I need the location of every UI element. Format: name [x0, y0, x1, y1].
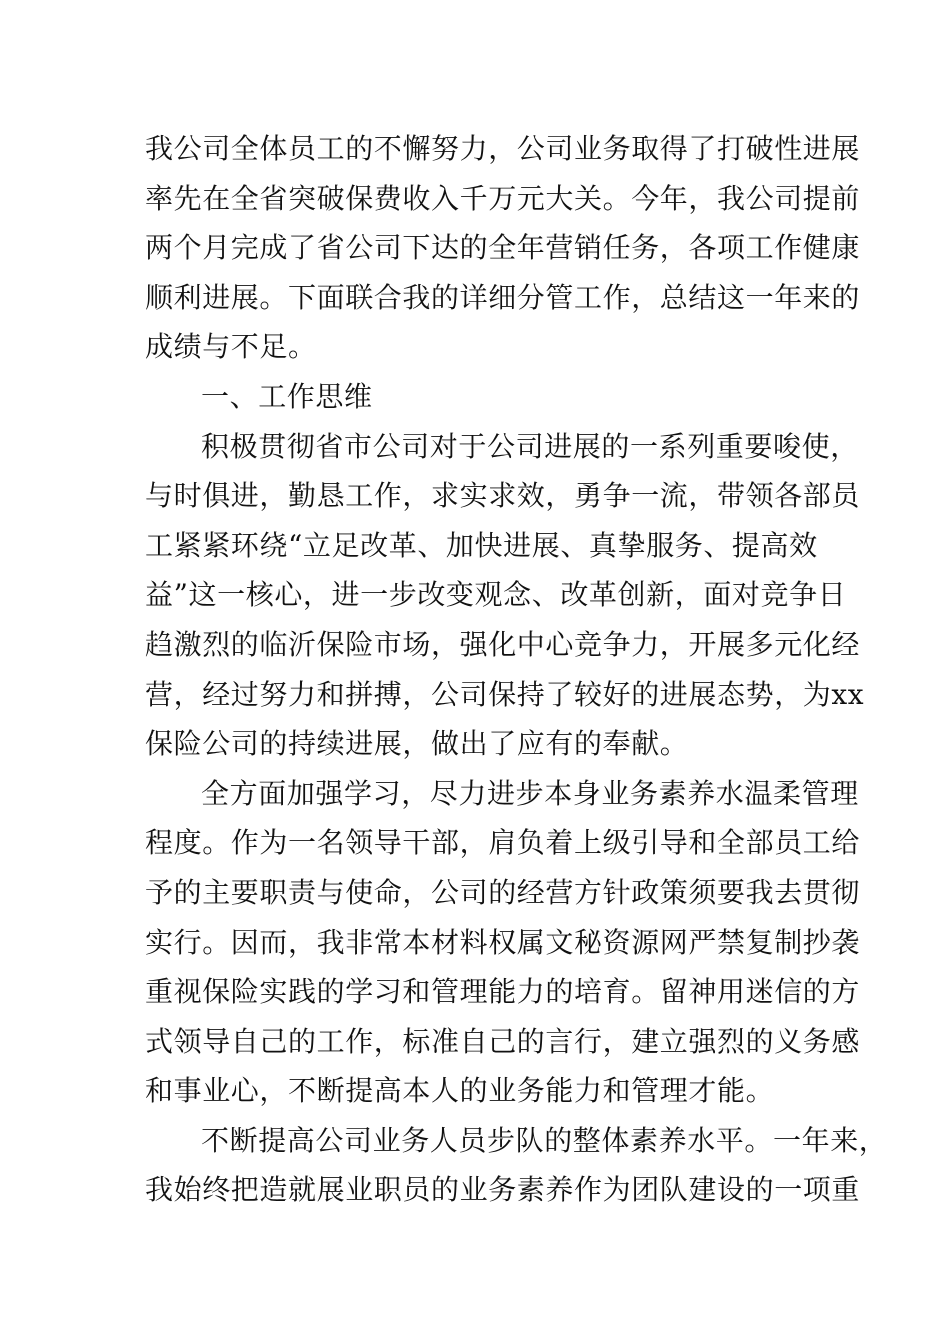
text-line: 予的主要职责与使命，公司的经营方针政策须要我去贯彻 [145, 875, 861, 909]
text-line: 趋激烈的临沂保险市场，强化中心竞争力，开展多元化经 [145, 627, 861, 661]
paragraph-thinking [145, 422, 865, 769]
text-line: 工紧紧环绕“立足改革、加快进展、真挚服务、提高效 [145, 528, 818, 562]
text-line: 重视保险实践的学习和管理能力的培育。留神用迷信的方 [145, 975, 861, 1009]
text-line: 程度。作为一名领导干部，肩负着上级引导和全部员工给 [145, 826, 861, 860]
section-heading [145, 372, 813, 422]
text-line: 与时俱进，勤恳工作，求实求效，勇争一流，带领各部员 [145, 479, 861, 513]
text-line: 式领导自己的工作，标准自己的言行，建立强烈的义务感 [145, 1024, 861, 1058]
text-line: 我始终把造就展业职员的业务素养作为团队建设的一项重 [145, 1173, 861, 1207]
text-line: 两个月完成了省公司下达的全年营销任务，各项工作健康 [145, 231, 861, 265]
text-line: 营，经过努力和拼搏，公司保持了较好的进展态势，为xx [145, 677, 865, 711]
paragraph-intro [145, 124, 861, 372]
text-line: 保险公司的持续进展，做出了应有的奉献。 [145, 727, 689, 761]
text-line: 益”这一核心，进一步改变观念、改革创新，面对竞争日 [145, 578, 847, 612]
text-line: 实行。因而，我非常本材料权属文秘资源网严禁复制抄袭 [145, 925, 861, 959]
text-line: 不断提高公司业务人员步队的整体素养水平。一年来， [201, 1123, 888, 1157]
heading-text: 一、工作思维 [201, 379, 373, 413]
text-line: 和事业心，不断提高本人的业务能力和管理才能。 [145, 1074, 775, 1108]
text-line: 成绩与不足。 [145, 330, 317, 364]
text-line: 积极贯彻省市公司对于公司进展的一系列重要唆使， [201, 429, 859, 463]
text-line: 我公司全体员工的不懈努力，公司业务取得了打破性进展 [145, 132, 861, 165]
text-line: 全方面加强学习，尽力进步本身业务素养水温柔管理 [201, 776, 859, 810]
text-line: 顺利进展。下面联合我的详细分管工作，总结这一年来的 [145, 280, 861, 314]
paragraph-study [145, 769, 861, 1116]
text-line: 率先在全省突破保费收入千万元大关。今年，我公司提前 [145, 181, 861, 215]
document-page [145, 124, 888, 1215]
paragraph-team [145, 1116, 888, 1215]
